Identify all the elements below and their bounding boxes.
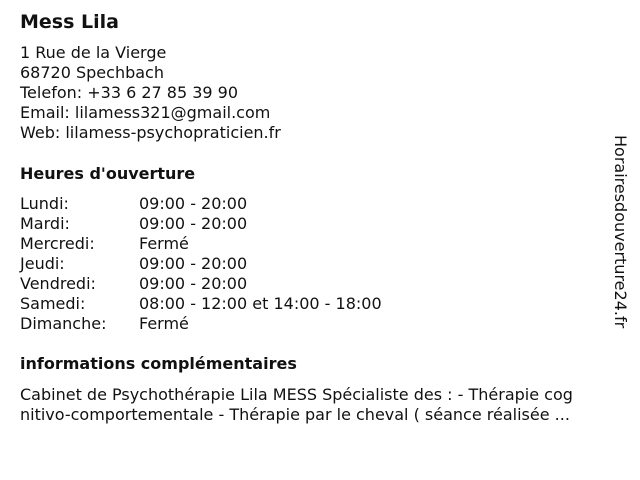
time-value: 09:00 - 20:00 [139, 214, 248, 233]
day-label: Vendredi: [20, 274, 96, 293]
day-label: Mardi: [20, 214, 70, 233]
time-value: Fermé [139, 314, 189, 333]
street-address: 1 Rue de la Vierge [20, 43, 167, 62]
additional-info-line-2: nitivo-comportementale - Thérapie par le cheval ( séance réalisée ... [20, 405, 570, 424]
phone-text: Telefon: +33 6 27 85 39 90 [20, 83, 239, 102]
city-address: 68720 Spechbach [20, 63, 164, 82]
website-text: Web: lilamess-psychopraticien.fr [20, 123, 281, 142]
day-label: Dimanche: [20, 314, 107, 333]
site-watermark: Horairesdouverture24.fr [611, 135, 630, 329]
day-label: Jeudi: [20, 254, 65, 273]
time-value: 09:00 - 20:00 [139, 194, 248, 213]
additional-info-text [20, 385, 573, 425]
additional-info-heading: informations complémentaires [20, 354, 297, 373]
opening-hours-heading: Heures d'ouverture [20, 164, 196, 183]
time-value: 09:00 - 20:00 [139, 254, 248, 273]
day-label: Mercredi: [20, 234, 95, 253]
time-value: 08:00 - 12:00 et 14:00 - 18:00 [139, 294, 382, 313]
day-label: Lundi: [20, 194, 69, 213]
time-value: Fermé [139, 234, 189, 253]
contact-block [20, 43, 281, 143]
additional-info-line-1: Cabinet de Psychothérapie Lila MESS Spécialiste des : - Thérapie cog [20, 385, 573, 404]
email-text: Email: lilamess321@gmail.com [20, 103, 271, 122]
day-label: Samedi: [20, 294, 86, 313]
time-value: 09:00 - 20:00 [139, 274, 248, 293]
business-name: Mess Lila [20, 11, 119, 33]
